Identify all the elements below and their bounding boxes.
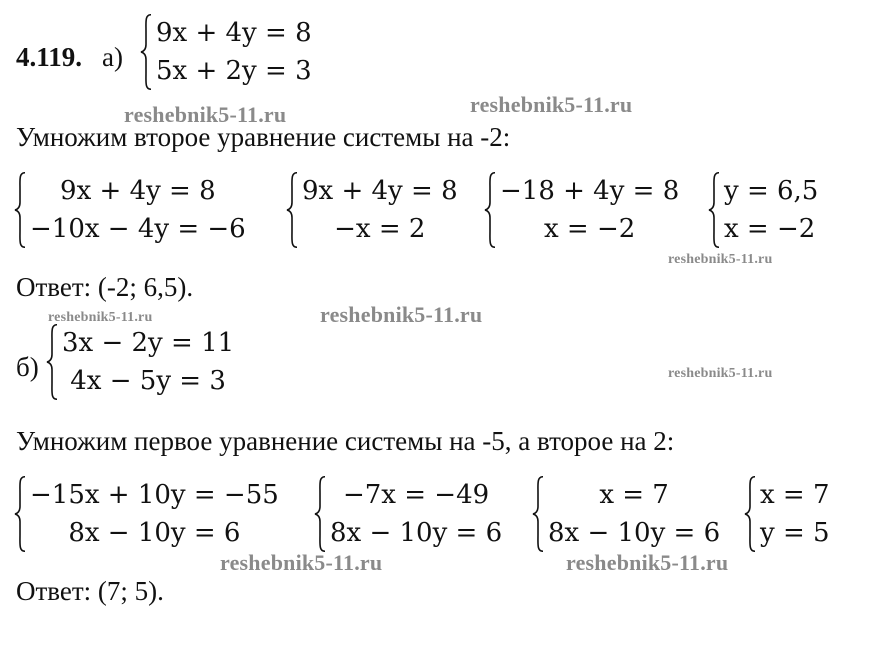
part-b-instruction: Умножим первое уравнение системы на -5, а второе на 2: [16,426,675,456]
part-a-instruction: Умножим второе уравнение системы на -2: [16,122,511,152]
part-b-step-4 [744,476,830,552]
equation: 8x − 10y = 6 [68,518,241,548]
brace-icon [708,172,720,248]
part-a-label: а) [102,42,123,72]
watermark: reshebnik5-11.ru [48,310,153,325]
equation: x = 7 [760,480,830,510]
equation: 4x − 5y = 3 [70,366,226,396]
watermark: reshebnik5-11.ru [124,102,287,127]
equation: −10x − 4y = −6 [30,214,246,244]
watermark: reshebnik5-11.ru [668,366,773,381]
equation: x = −2 [724,214,816,244]
part-b-label: б) [16,352,39,382]
watermark: reshebnik5-11.ru [320,302,483,327]
equation: 9x + 4y = 8 [302,176,458,206]
brace-icon [46,324,58,400]
part-b-step-2 [314,476,502,552]
equation: x = 7 [599,480,669,510]
equation: 3x − 2y = 11 [62,328,235,358]
equation: −15x + 10y = −55 [30,480,279,510]
equation: −7x = −49 [342,480,490,510]
equation: 5x + 2y = 3 [156,56,312,86]
problem-number [16,42,82,72]
part-b-step-3 [532,476,720,552]
watermark: reshebnik5-11.ru [220,550,383,575]
part-a-answer: Ответ: (-2; 6,5). [16,272,194,302]
equation: y = 6,5 [724,176,819,206]
brace-icon [532,476,544,552]
equation: −18 + 4y = 8 [500,176,680,206]
part-a-step-3 [484,172,679,248]
brace-icon [484,172,496,248]
brace-icon [286,172,298,248]
equation: 9x + 4y = 8 [156,18,312,48]
equation: 8x − 10y = 6 [330,518,503,548]
equation: 9x + 4y = 8 [60,176,216,206]
equation: −x = 2 [334,214,426,244]
brace-icon [140,14,152,90]
equation: y = 5 [760,518,830,548]
watermark: reshebnik5-11.ru [668,252,773,267]
part-a-system [140,14,312,90]
part-a-step-2 [286,172,458,248]
problem-number-text: 4.119. [16,42,83,72]
brace-icon [14,476,26,552]
part-a-step-4 [708,172,818,248]
brace-icon [14,172,26,248]
watermark: reshebnik5-11.ru [470,92,633,117]
brace-icon [314,476,326,552]
brace-icon [744,476,756,552]
watermark: reshebnik5-11.ru [566,550,729,575]
part-b-answer: Ответ: (7; 5). [16,576,164,606]
part-b-system [46,324,234,400]
part-b-step-1 [14,476,279,552]
equation: x = −2 [543,214,636,244]
part-a-step-1 [14,172,246,248]
equation: 8x − 10y = 6 [548,518,721,548]
